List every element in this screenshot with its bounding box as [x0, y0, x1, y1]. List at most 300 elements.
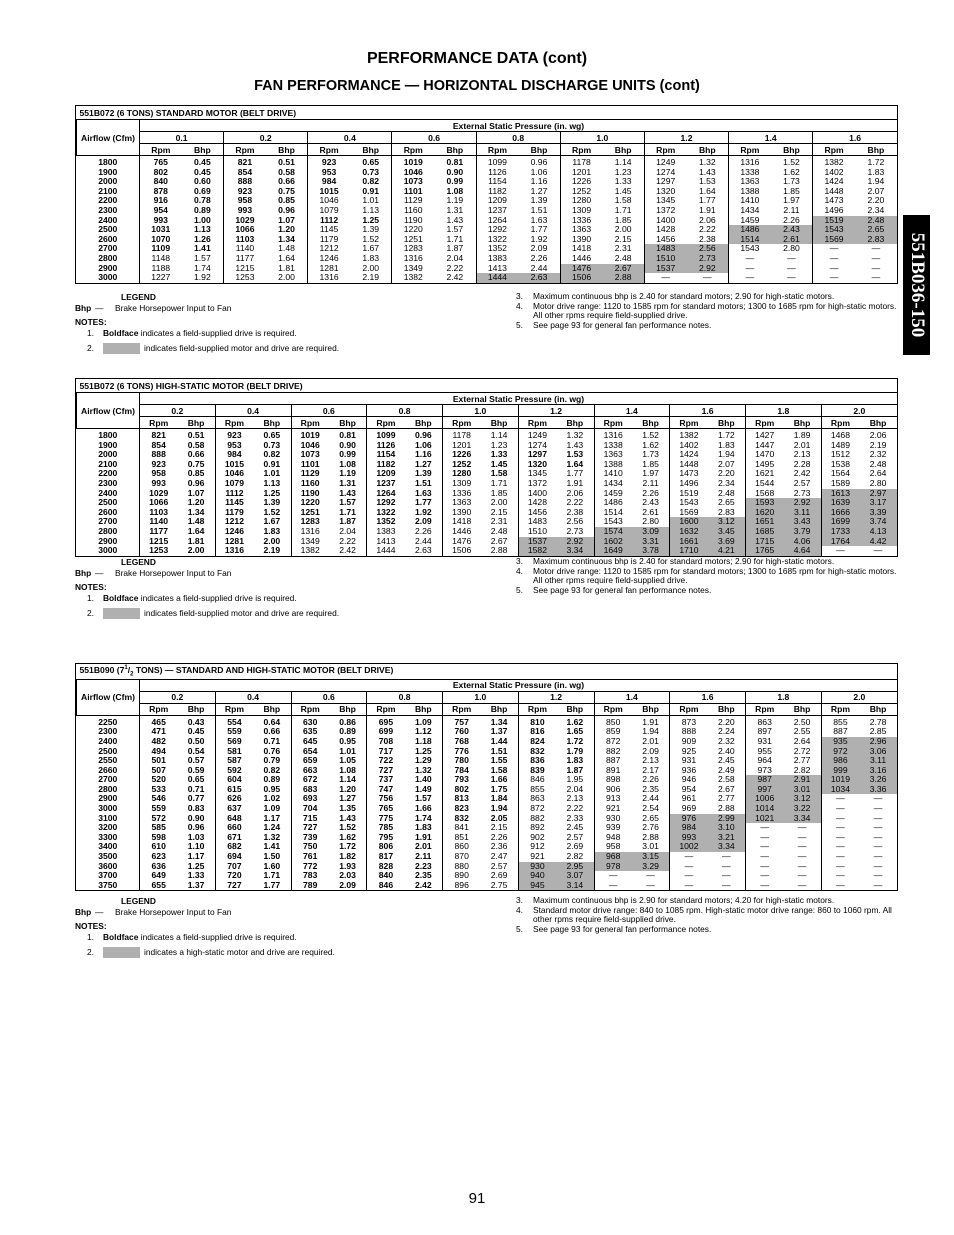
bhp-cell: 3.15: [632, 852, 670, 862]
rpm-cell: 839: [518, 766, 556, 776]
pressure-header: 1.0: [443, 405, 519, 417]
bhp-header: Bhp: [253, 417, 291, 429]
bhp-cell: 2.01: [414, 842, 432, 852]
rpm-cell: 878: [140, 187, 182, 197]
table-row: [77, 254, 898, 264]
bhp-cell: 1.57: [339, 498, 356, 508]
rpm-cell: 1413: [476, 264, 518, 274]
rpm-cell: 935: [821, 737, 859, 747]
rpm-cell: 1418: [443, 517, 481, 527]
rpm-cell: 682: [215, 842, 253, 852]
bhp-cell: 1.14: [490, 430, 508, 440]
bhp-cell: 2.48: [490, 526, 508, 536]
bhp-cell: 1.19: [339, 469, 356, 479]
bhp-cell: —: [797, 842, 807, 852]
table-row: [77, 862, 898, 872]
bhp-cell: 1.71: [490, 478, 508, 488]
table-row: [77, 842, 898, 852]
rpm-cell: 1564: [821, 469, 859, 479]
bhp-cell: 0.45: [187, 727, 205, 737]
rpm-cell: 1456: [518, 508, 556, 518]
rpm-cell: 1519: [813, 216, 855, 226]
bhp-cell: 1.33: [187, 871, 205, 881]
rpm-cell: 872: [594, 737, 632, 747]
rpm-header: Rpm: [140, 144, 182, 156]
bhp-cell: 1.71: [263, 871, 281, 881]
bhp-cell: 2.15: [490, 823, 508, 833]
airflow-cell: 2250: [98, 716, 118, 727]
bhp-header: Bhp: [556, 417, 594, 429]
rpm-cell: 976: [670, 814, 708, 824]
bhp-cell: 1.81: [187, 536, 205, 546]
rpm-cell: 873: [670, 715, 708, 727]
bhp-cell: 3.14: [556, 881, 594, 891]
bhp-cell: 2.48: [614, 253, 632, 263]
bhp-cell: 0.76: [263, 746, 281, 756]
rpm-header: Rpm: [670, 703, 708, 715]
rpm-cell: 776: [443, 747, 481, 757]
bhp-cell: —: [787, 263, 796, 273]
rpm-cell: 693: [291, 794, 329, 804]
gray-swatch: [103, 343, 140, 354]
bhp-cell: 1.83: [362, 253, 380, 263]
bhp-cell: —: [873, 861, 883, 871]
rpm-cell: 727: [291, 823, 329, 833]
data-table: [76, 106, 897, 283]
legend-title: LEGEND: [121, 557, 156, 567]
rpm-cell: 1019: [291, 429, 329, 441]
rpm-cell: 1468: [821, 429, 859, 441]
bhp-cell: 1.57: [414, 794, 432, 804]
rpm-cell: 1283: [392, 244, 434, 254]
rpm-cell: 828: [367, 862, 405, 872]
bhp-cell: 2.15: [490, 507, 508, 517]
rpm-cell: 1031: [140, 225, 182, 235]
bhp-cell: 3.43: [783, 517, 821, 527]
bhp-cell: 1.87: [566, 765, 584, 775]
bhp-cell: 0.59: [187, 765, 205, 775]
rpm-cell: —: [746, 862, 784, 872]
table-title-rest: TONS) — STANDARD AND HIGH-STATIC MOTOR (BELT DRIVE): [133, 665, 394, 675]
rpm-cell: —: [594, 881, 632, 891]
bhp-cell: —: [873, 842, 883, 852]
rpm-cell: 1190: [392, 216, 434, 226]
pressure-header: 1.6: [813, 132, 897, 144]
bhp-cell: 1.43: [339, 813, 356, 823]
rpm-cell: 821: [224, 156, 266, 168]
bhp-cell: 0.69: [194, 186, 211, 196]
bhp-header: Bhp: [687, 144, 729, 156]
rpm-cell: 855: [518, 785, 556, 795]
bhp-cell: 1.40: [414, 775, 432, 785]
bhp-cell: 2.57: [490, 861, 508, 871]
rpm-cell: 1252: [443, 460, 481, 470]
bhp-cell: 1.31: [339, 478, 356, 488]
rpm-cell: 1382: [392, 273, 434, 283]
bhp-cell: 2.42: [414, 880, 432, 890]
rpm-cell: 1209: [476, 196, 518, 206]
rpm-header: Rpm: [443, 703, 481, 715]
table-title-row: [77, 664, 898, 679]
rpm-cell: 1249: [518, 429, 556, 441]
bhp-cell: 1.63: [530, 215, 548, 225]
rpm-cell: 1292: [476, 225, 518, 235]
rpm-cell: 851: [443, 833, 481, 843]
bhp-cell: 2.09: [414, 517, 432, 527]
rpm-cell: 1446: [443, 527, 481, 537]
rpm-cell: 789: [291, 881, 329, 891]
rpm-cell: 569: [215, 737, 253, 747]
rpm-cell: 494: [140, 747, 178, 757]
rpm-cell: 1685: [746, 527, 784, 537]
bhp-cell: 2.26: [490, 832, 508, 842]
rpm-cell: 1006: [746, 794, 784, 804]
bhp-cell: —: [871, 273, 881, 283]
bhp-cell: 4.13: [859, 527, 897, 537]
bhp-cell: 2.80: [869, 478, 887, 488]
rpm-cell: 969: [670, 804, 708, 814]
bhp-cell: 1.07: [187, 488, 205, 498]
rpm-cell: 1363: [594, 450, 632, 460]
bhp-cell: 2.01: [642, 736, 659, 746]
bhp-cell: 2.09: [339, 880, 356, 890]
rpm-cell: 1352: [367, 517, 405, 527]
bhp-cell: —: [703, 273, 712, 283]
table-row: [77, 508, 898, 518]
rpm-cell: 1569: [670, 508, 708, 518]
rpm-cell: 1496: [670, 479, 708, 489]
bhp-cell: 0.65: [187, 775, 205, 785]
bhp-header: Bhp: [329, 703, 367, 715]
rpm-cell: 471: [140, 727, 178, 737]
rpm-cell: 1639: [821, 498, 859, 508]
bhp-cell: 3.11: [783, 508, 821, 518]
rpm-cell: 1512: [821, 450, 859, 460]
bhp-cell: 2.45: [717, 756, 735, 766]
bhp-header: Bhp: [177, 703, 215, 715]
pressure-header: 0.2: [140, 691, 216, 703]
airflow-cell: 3700: [98, 871, 118, 881]
bhp-cell: 3.31: [632, 537, 670, 547]
bhp-cell: 2.85: [869, 727, 887, 737]
bhp-cell: 0.83: [187, 804, 205, 814]
legend-def: Brake Horsepower Input to Fan: [115, 568, 232, 578]
airflow-cell: 2400: [98, 215, 118, 225]
bhp-cell: 2.22: [698, 225, 716, 235]
rpm-cell: 775: [367, 814, 405, 824]
rpm-cell: 1733: [821, 527, 859, 537]
bhp-cell: —: [797, 861, 807, 871]
bhp-cell: 2.43: [771, 225, 813, 235]
rpm-cell: 482: [140, 737, 178, 747]
bhp-cell: 2.06: [869, 430, 887, 440]
bhp-cell: 0.79: [263, 756, 281, 766]
rpm-cell: 1034: [821, 785, 859, 795]
rpm-cell: 892: [518, 823, 556, 833]
bhp-cell: 2.23: [414, 861, 432, 871]
bhp-cell: 2.13: [793, 450, 811, 460]
table-row: [77, 727, 898, 737]
rpm-cell: 1129: [291, 469, 329, 479]
bhp-cell: 0.75: [187, 459, 205, 469]
rpm-cell: 1292: [367, 498, 405, 508]
bhp-cell: 2.65: [717, 498, 735, 508]
note-1-bold: Boldface: [103, 593, 139, 603]
note-1-num: 1.: [87, 328, 94, 338]
rpm-cell: —: [821, 881, 859, 891]
rpm-cell: 863: [518, 794, 556, 804]
rpm-cell: 902: [518, 833, 556, 843]
rpm-cell: 1446: [560, 254, 602, 264]
rpm-cell: 880: [443, 862, 481, 872]
table-title-row: [77, 379, 898, 393]
right-note: [516, 906, 901, 925]
rpm-cell: 1226: [443, 450, 481, 460]
rpm-cell: 1372: [518, 479, 556, 489]
table-row: [77, 216, 898, 226]
bhp-cell: 2.69: [490, 871, 508, 881]
legend-left: [75, 896, 495, 958]
rpm-cell: 1212: [215, 517, 253, 527]
bhp-cell: —: [722, 852, 731, 862]
rpm-cell: 972: [821, 747, 859, 757]
rpm-cell: 1140: [140, 517, 178, 527]
bhp-cell: 2.38: [698, 234, 716, 244]
rpm-cell: 958: [594, 842, 632, 852]
note-2-text: indicates field-supplied motor and drive are required.: [144, 343, 340, 353]
rpm-cell: 1046: [291, 441, 329, 451]
rpm-cell: 1582: [518, 546, 556, 556]
pressure-header: 0.6: [291, 405, 367, 417]
note-1-rest: indicates a field-supplied drive is required.: [140, 593, 297, 603]
rpm-cell: 984: [215, 450, 253, 460]
rpm-cell: 850: [594, 715, 632, 727]
bhp-cell: 2.42: [446, 273, 464, 283]
bhp-cell: 1.49: [414, 784, 432, 794]
bhp-cell: 2.04: [566, 784, 584, 794]
bhp-cell: 2.92: [556, 537, 594, 547]
rpm-cell: 882: [518, 814, 556, 824]
rpm-cell: 1099: [476, 156, 518, 168]
bhp-cell: 2.00: [614, 225, 632, 235]
bhp-cell: —: [646, 880, 655, 890]
airflow-cell: 1800: [98, 430, 118, 440]
rpm-cell: 1410: [729, 196, 771, 206]
bhp-cell: 1.10: [187, 842, 205, 852]
esp-row: [77, 679, 898, 691]
pressure-header: 0.6: [392, 132, 476, 144]
bhp-cell: 2.77: [717, 794, 735, 804]
rpm-cell: 1424: [813, 177, 855, 187]
bhp-cell: 0.75: [278, 186, 295, 196]
bhp-header: Bhp: [783, 703, 821, 715]
rpm-cell: 854: [140, 441, 178, 451]
rpm-cell: 636: [140, 862, 178, 872]
rpm-cell: 810: [518, 715, 556, 727]
rpm-cell: 1402: [813, 168, 855, 178]
rpm-cell: 1264: [367, 489, 405, 499]
pressure-header: 2.0: [821, 405, 897, 417]
rpm-cell: 953: [215, 441, 253, 451]
bhp-cell: 3.79: [783, 527, 821, 537]
bhp-cell: 1.35: [339, 804, 356, 814]
rpm-header: Rpm: [443, 417, 481, 429]
airflow-cell: 2300: [98, 478, 118, 488]
table-row: [77, 871, 898, 881]
bhp-cell: 2.04: [339, 526, 356, 536]
rpm-cell: 671: [215, 833, 253, 843]
table-row: [77, 206, 898, 216]
table-row: [77, 450, 898, 460]
rpm-cell: 987: [746, 775, 784, 785]
pressure-row: [77, 132, 898, 144]
rpm-header: Rpm: [140, 417, 178, 429]
bhp-cell: 2.26: [530, 253, 548, 263]
fan-table-551b090: [75, 663, 898, 891]
bhp-cell: 2.56: [566, 517, 584, 527]
table-row: [77, 785, 898, 795]
bhp-cell: 2.07: [867, 186, 885, 196]
table-row: [77, 537, 898, 547]
bhp-cell: 1.50: [263, 852, 281, 862]
rpm-cell: 1506: [443, 546, 481, 556]
rpm-cell: 984: [670, 823, 708, 833]
bhp-cell: 1.62: [339, 832, 356, 842]
rpm-cell: 1316: [729, 156, 771, 168]
rpm-cell: 1215: [224, 264, 266, 274]
rpm-cell: 954: [140, 206, 182, 216]
rpm-cell: 1246: [215, 527, 253, 537]
rpm-cell: 1382: [813, 156, 855, 168]
bhp-cell: 1.01: [362, 196, 380, 206]
rpm-cell: 978: [594, 862, 632, 872]
right-note: [516, 567, 901, 586]
note-1-num: 1.: [87, 932, 94, 942]
bhp-cell: —: [797, 871, 807, 881]
bhp-cell: 0.73: [263, 440, 281, 450]
rpm-cell: 999: [821, 766, 859, 776]
airflow-header: Airflow (Cfm): [77, 393, 140, 429]
rpm-cell: 1283: [291, 517, 329, 527]
bhp-cell: 1.91: [698, 205, 716, 215]
bhp-cell: 2.92: [783, 498, 821, 508]
rpm-cell: 1182: [476, 187, 518, 197]
rpm-cell: 1543: [729, 244, 771, 254]
bhp-cell: 1.53: [698, 177, 716, 187]
bhp-cell: 0.43: [187, 716, 205, 727]
legend-right: [516, 292, 901, 330]
rpm-cell: 1600: [670, 517, 708, 527]
bhp-cell: 2.56: [687, 244, 729, 254]
bhp-cell: 2.24: [717, 727, 735, 737]
right-note-text: Maximum continuous bhp is 2.40 for standard motors; 2.90 for high-static motors.: [533, 291, 835, 301]
rpm-cell: 760: [443, 727, 481, 737]
airflow-cell: 2300: [98, 205, 118, 215]
bhp-cell: 1.85: [642, 459, 659, 469]
bhp-cell: 3.34: [708, 842, 746, 852]
right-note-num: 3.: [516, 291, 523, 301]
rpm-cell: 1029: [224, 216, 266, 226]
bhp-cell: 0.77: [187, 794, 205, 804]
note-2-num: 2.: [87, 608, 94, 618]
table-row: [77, 766, 898, 776]
bhp-cell: 0.66: [187, 450, 205, 460]
bhp-cell: —: [873, 832, 883, 842]
rpm-cell: 1274: [644, 168, 686, 178]
rpm-cell: 1448: [670, 460, 708, 470]
bhp-cell: 0.96: [187, 823, 205, 833]
bhp-cell: 4.06: [783, 537, 821, 547]
rpm-cell: 672: [291, 775, 329, 785]
rpm-cell: 1486: [594, 498, 632, 508]
rpm-cell: 986: [821, 756, 859, 766]
note-2: [75, 947, 495, 958]
rpm-cell: 1251: [392, 235, 434, 245]
rpm-cell: 1190: [291, 489, 329, 499]
table-row: [77, 196, 898, 206]
rpm-cell: 1496: [813, 206, 855, 216]
bhp-cell: 1.17: [187, 852, 205, 862]
airflow-cell: 3000: [98, 273, 118, 283]
bhp-cell: 2.72: [793, 746, 811, 756]
bhp-cell: 1.43: [446, 215, 464, 225]
bhp-cell: 1.34: [490, 716, 508, 727]
pressure-header: 0.8: [367, 405, 443, 417]
rpm-cell: 704: [291, 804, 329, 814]
bhp-cell: 2.32: [717, 736, 735, 746]
legend-left: [75, 292, 495, 354]
right-note-num: 5.: [516, 584, 523, 595]
bhp-cell: 1.19: [446, 196, 464, 206]
rpm-cell: 958: [224, 196, 266, 206]
rpm-cell: 1514: [594, 508, 632, 518]
rpm-header: Rpm: [367, 703, 405, 715]
rpm-cell: 1666: [821, 508, 859, 518]
rpm-cell: 623: [140, 852, 178, 862]
bhp-cell: 3.01: [783, 785, 821, 795]
rpm-cell: 1543: [670, 498, 708, 508]
table-row: [77, 715, 898, 727]
rpm-cell: 1345: [518, 469, 556, 479]
rpm-cell: 1177: [224, 254, 266, 264]
rpm-cell: 1593: [746, 498, 784, 508]
table-title-part: 551B090 (7: [79, 665, 125, 675]
rpm-cell: 1352: [476, 244, 518, 254]
bhp-cell: 1.67: [362, 244, 380, 254]
rpm-cell: 1101: [291, 460, 329, 470]
bhp-cell: 0.89: [194, 205, 211, 215]
table-row: [77, 489, 898, 499]
airflow-cell: 2800: [98, 784, 118, 794]
airflow-cell: 2700: [98, 244, 118, 254]
legend-bhp-row: [75, 303, 495, 314]
rpm-cell: 993: [140, 479, 178, 489]
bhp-cell: 3.22: [783, 804, 821, 814]
bhp-cell: 4.64: [783, 546, 821, 556]
bhp-cell: 2.26: [414, 526, 432, 536]
bhp-cell: 1.20: [339, 784, 356, 794]
bhp-cell: 2.50: [793, 716, 811, 727]
bhp-header: Bhp: [182, 144, 224, 156]
rpm-cell: 896: [443, 881, 481, 891]
rpm-cell: 913: [594, 794, 632, 804]
bhp-cell: 3.07: [556, 871, 594, 881]
table-row: [77, 833, 898, 843]
rpm-cell: 1160: [392, 206, 434, 216]
bhp-cell: —: [873, 813, 883, 823]
rpm-cell: —: [821, 862, 859, 872]
bhp-cell: 1.25: [362, 215, 380, 225]
